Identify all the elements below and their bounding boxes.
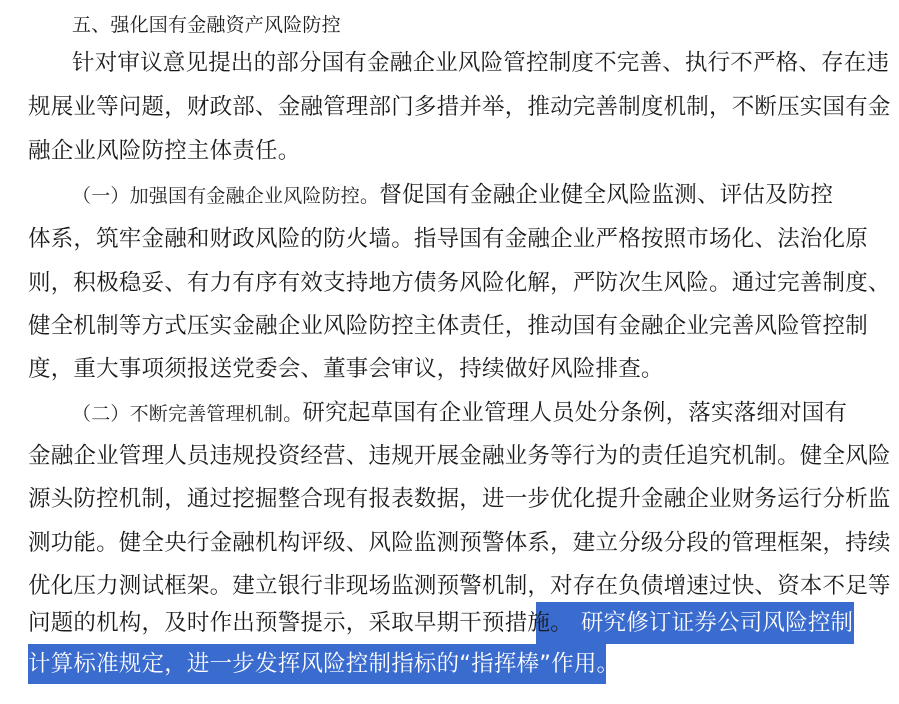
paragraph-3-line-5: 优化压力测试框架。建立银行非现场监测预警机制，对存在负债增速过快、资本不足等 bbox=[28, 573, 891, 599]
paragraph-2-line-1 bbox=[72, 180, 833, 211]
paragraph-3-line-4: 测功能。健全央行金融机构评级、风险监测预警体系，建立分级分段的管理框架，持续 bbox=[28, 530, 891, 556]
paragraph-1-line-3: 融企业风险防控主体责任。 bbox=[28, 138, 301, 164]
paragraph-3-line-3: 源头防控机制，通过挖掘整合现有报表数据，进一步优化提升金融企业财务运行分析监 bbox=[28, 486, 891, 512]
paragraph-1-line-1: 针对审议意见提出的部分国有金融企业风险管控制度不完善、执行不严格、存在违 bbox=[72, 50, 890, 76]
paragraph-3-line-6 bbox=[28, 608, 899, 638]
selected-text-1[interactable]: 研究修订证券公司风险控制指标 bbox=[580, 610, 899, 636]
paragraph-2-line-3: 则，积极稳妥、有力有序有效支持地方债务风险化解，严防次生风险。通过完善制度、 bbox=[28, 270, 891, 296]
paragraph-1-line-2: 规展业等问题，财政部、金融管理部门多措并举，推动完善制度机制，不断压实国有金 bbox=[28, 94, 891, 120]
paragraph-2-line-5: 度，重大事项须报送党委会、董事会审议，持续做好风险排查。 bbox=[28, 356, 664, 382]
paragraph-3-line-1 bbox=[72, 398, 847, 429]
paragraph-3-subheading: （二）不断完善管理机制。 bbox=[72, 403, 303, 425]
paragraph-3-line-1-text: 研究起草国有企业管理人员处分条例，落实落细对国有 bbox=[302, 400, 848, 426]
paragraph-3-line-2: 金融企业管理人员违规投资经营、违规开展金融业务等行为的责任追究机制。健全风险 bbox=[28, 443, 891, 469]
paragraph-2-subheading: （一）加强国有金融企业风险防控。 bbox=[72, 185, 380, 207]
selected-text-2[interactable]: 计算标准规定，进一步发挥风险控制指标的“指挥棒”作用。 bbox=[28, 651, 620, 677]
paragraph-2-line-4: 健全机制等方式压实金融企业风险防控主体责任，推动国有金融企业完善风险管控制 bbox=[28, 313, 868, 339]
paragraph-2-line-2: 体系，筑牢金融和财政风险的防火墙。指导国有金融企业严格按照市场化、法治化原 bbox=[28, 226, 868, 252]
paragraph-3-line-6-text: 问题的机构，及时作出预警提示，采取早期干预措施。 bbox=[28, 610, 573, 636]
section-heading: 五、强化国有金融资产风险防控 bbox=[72, 14, 341, 36]
paragraph-2-line-1-text: 督促国有金融企业健全风险监测、评估及防控 bbox=[379, 182, 834, 208]
